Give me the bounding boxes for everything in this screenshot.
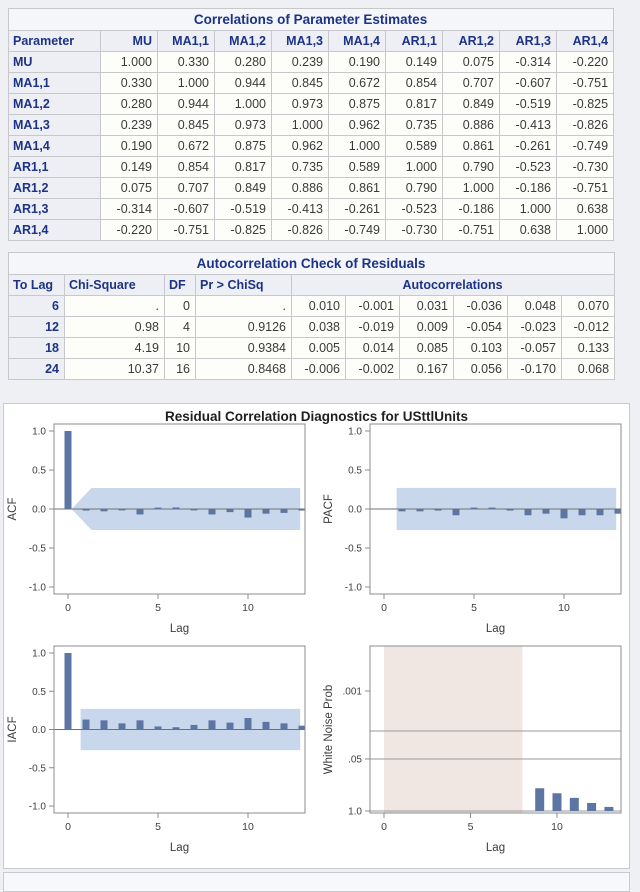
acf-bar: [227, 509, 234, 512]
cell: -0.057: [508, 338, 562, 359]
cell: 0.239: [101, 115, 158, 136]
row-header-cell: 18: [9, 338, 65, 359]
acf-bar: [137, 509, 144, 514]
cell: 0.103: [454, 338, 508, 359]
cell: 0.638: [557, 199, 614, 220]
cell: -0.413: [500, 115, 557, 136]
cell: -0.186: [500, 178, 557, 199]
white-noise-bar: [587, 803, 596, 811]
acf-bar: [245, 509, 252, 518]
cell: 0.875: [329, 94, 386, 115]
autocorrelation-check-table: [8, 252, 615, 380]
cell: 0.861: [443, 136, 500, 157]
cell: 0.038: [292, 317, 346, 338]
column-header: To Lag: [9, 275, 65, 296]
column-header: DF: [165, 275, 196, 296]
x-axis-label: Lag: [169, 623, 190, 635]
column-header: MA1,2: [215, 31, 272, 52]
table-title: Correlations of Parameter Estimates: [9, 9, 614, 31]
column-header: MA1,3: [272, 31, 329, 52]
cell: 0.790: [443, 157, 500, 178]
cell: -0.001: [346, 296, 400, 317]
svg-text:0.0: 0.0: [32, 725, 46, 736]
cell: -0.826: [557, 115, 614, 136]
white-noise-bar: [570, 798, 579, 811]
iacf-bar: [281, 723, 288, 729]
cell: 1.000: [500, 199, 557, 220]
cell: 1.000: [386, 157, 443, 178]
svg-text:1.0: 1.0: [348, 426, 362, 438]
svg-text:0.5: 0.5: [32, 465, 46, 477]
acf-bar: [191, 509, 198, 510]
cell: 1.000: [557, 220, 614, 241]
pacf-bar: [399, 509, 406, 511]
cell: 0.735: [386, 115, 443, 136]
svg-text:-1.0: -1.0: [28, 582, 46, 594]
cell: 0.048: [508, 296, 562, 317]
svg-text:0.0: 0.0: [348, 504, 362, 516]
svg-text:-1.0: -1.0: [28, 801, 46, 813]
cell: 0.849: [443, 94, 500, 115]
cell: -0.751: [557, 178, 614, 199]
pacf-bar: [507, 509, 514, 511]
acf-bar: [299, 509, 306, 511]
row-header-cell: AR1,4: [9, 220, 101, 241]
table-row: [9, 338, 615, 359]
svg-text:1.0: 1.0: [32, 426, 46, 438]
cell: 0.849: [215, 178, 272, 199]
table-row: [9, 52, 614, 73]
table-row: [9, 157, 614, 178]
svg-text:0: 0: [65, 821, 71, 833]
pacf-plot: [320, 414, 630, 644]
svg-text:.05: .05: [348, 754, 362, 766]
pacf-bar: [471, 508, 478, 509]
cell: -0.023: [508, 317, 562, 338]
row-header-cell: MA1,2: [9, 94, 101, 115]
cell: 0.875: [215, 136, 272, 157]
cell: -0.220: [557, 52, 614, 73]
cell: 0.149: [101, 157, 158, 178]
svg-text:-0.5: -0.5: [344, 543, 362, 555]
cell: 0.672: [158, 136, 215, 157]
correlations-table: [8, 8, 614, 241]
cell: -0.607: [500, 73, 557, 94]
iacf-bar: [245, 718, 252, 729]
row-header-cell: AR1,1: [9, 157, 101, 178]
cell: 1.000: [443, 178, 500, 199]
cell: 0.280: [101, 94, 158, 115]
column-header: Autocorrelations: [292, 275, 615, 296]
column-header: MU: [101, 31, 158, 52]
cell: 0.589: [329, 157, 386, 178]
iacf-bar: [101, 720, 108, 729]
table-header-row: [9, 31, 614, 52]
iacf-bar: [83, 720, 90, 730]
svg-text:1.0: 1.0: [32, 648, 46, 660]
iacf-bar: [137, 720, 144, 729]
cell: -0.730: [386, 220, 443, 241]
svg-text:5: 5: [155, 602, 161, 614]
cell: 0.854: [158, 157, 215, 178]
cell: .: [65, 296, 165, 317]
acf-plot: [4, 414, 314, 644]
cell: 16: [165, 359, 196, 380]
cell: -0.413: [272, 199, 329, 220]
row-header-cell: AR1,3: [9, 199, 101, 220]
cell: 0.056: [454, 359, 508, 380]
model-lag-shaded-region: [384, 646, 522, 813]
iacf-bar: [299, 726, 306, 730]
pacf-bar: [417, 509, 424, 511]
cell: -0.749: [329, 220, 386, 241]
svg-text:0: 0: [65, 602, 71, 614]
cell: -0.186: [443, 199, 500, 220]
svg-text:.001: .001: [342, 686, 362, 698]
cell: -0.261: [500, 136, 557, 157]
table-row: [9, 73, 614, 94]
pacf-bar: [453, 509, 460, 515]
cell: 0.190: [329, 52, 386, 73]
cell: 0.707: [443, 73, 500, 94]
cell: -0.607: [158, 199, 215, 220]
table-row: [9, 317, 615, 338]
cell: 4: [165, 317, 196, 338]
cell: 0.085: [400, 338, 454, 359]
svg-text:10: 10: [558, 602, 570, 614]
cell: 0.589: [386, 136, 443, 157]
pacf-bar: [579, 509, 586, 515]
cell: -0.730: [557, 157, 614, 178]
figure-title: Residual Correlation Diagnostics for USttlUnits: [164, 409, 469, 424]
column-header: Chi-Square: [65, 275, 165, 296]
pacf-bar: [561, 509, 568, 518]
svg-text:5: 5: [467, 821, 474, 833]
cell: 0.009: [400, 317, 454, 338]
cell: -0.019: [346, 317, 400, 338]
iacf-bar: [227, 723, 234, 730]
row-header-cell: MA1,3: [9, 115, 101, 136]
cell: 0.886: [443, 115, 500, 136]
cell: 0.944: [215, 73, 272, 94]
cell: 0.735: [272, 157, 329, 178]
cell: 0.861: [329, 178, 386, 199]
table-row: [9, 94, 614, 115]
diagnostics-panel: [3, 403, 630, 869]
cell: 0: [165, 296, 196, 317]
cell: 0.707: [158, 178, 215, 199]
white-noise-bar: [604, 807, 613, 811]
cell: 0.031: [400, 296, 454, 317]
cell: -0.002: [346, 359, 400, 380]
cell: 0.790: [386, 178, 443, 199]
cell: 0.149: [386, 52, 443, 73]
cell: 0.330: [101, 73, 158, 94]
svg-text:1.0: 1.0: [348, 806, 362, 818]
y-axis-label: IACF: [7, 716, 19, 743]
x-axis-label: Lag: [485, 623, 506, 635]
cell: -0.749: [557, 136, 614, 157]
y-axis-label: PACF: [323, 494, 335, 524]
svg-text:-0.5: -0.5: [28, 543, 46, 555]
cell: -0.825: [557, 94, 614, 115]
table-title-row: [9, 253, 615, 275]
svg-text:0.5: 0.5: [32, 686, 46, 698]
cell: 10.37: [65, 359, 165, 380]
cell: -0.751: [557, 73, 614, 94]
iacf-bar: [173, 727, 180, 729]
y-axis-label: ACF: [7, 497, 19, 521]
cell: 0.817: [215, 157, 272, 178]
column-header: MA1,4: [329, 31, 386, 52]
iacf-bar: [119, 723, 126, 729]
x-axis-label: Lag: [169, 842, 190, 854]
cell: -0.012: [562, 317, 615, 338]
row-header-cell: MA1,1: [9, 73, 101, 94]
cell: 1.000: [215, 94, 272, 115]
cell: 0.962: [272, 136, 329, 157]
cell: 0.973: [272, 94, 329, 115]
cell: 10: [165, 338, 196, 359]
cell: 0.8468: [196, 359, 292, 380]
svg-text:10: 10: [242, 821, 254, 833]
cell: 0.9126: [196, 317, 292, 338]
row-header-cell: 24: [9, 359, 65, 380]
white-noise-plot: [320, 636, 630, 864]
cell: 0.638: [500, 220, 557, 241]
acf-bar: [101, 509, 108, 511]
cell: 0.133: [562, 338, 615, 359]
cell: 0.005: [292, 338, 346, 359]
x-axis-label: Lag: [485, 842, 506, 854]
cell: -0.314: [500, 52, 557, 73]
table-title: Autocorrelation Check of Residuals: [9, 253, 615, 275]
cell: -0.519: [500, 94, 557, 115]
cell: 0.944: [158, 94, 215, 115]
cell: 0.672: [329, 73, 386, 94]
cell: .: [196, 296, 292, 317]
cell: 4.19: [65, 338, 165, 359]
cell: 0.190: [101, 136, 158, 157]
next-table-fragment: [3, 872, 630, 892]
cell: 1.000: [329, 136, 386, 157]
svg-text:-0.5: -0.5: [28, 763, 46, 775]
table-row: [9, 220, 614, 241]
cell: 0.280: [215, 52, 272, 73]
cell: 1.000: [101, 52, 158, 73]
cell: -0.170: [508, 359, 562, 380]
cell: 0.068: [562, 359, 615, 380]
cell: 0.845: [272, 73, 329, 94]
cell: 0.239: [272, 52, 329, 73]
column-header: AR1,1: [386, 31, 443, 52]
cell: 0.075: [101, 178, 158, 199]
pacf-bar: [525, 509, 532, 515]
iacf-plot: [4, 636, 314, 864]
cell: -0.314: [101, 199, 158, 220]
acf-bar: [155, 508, 162, 509]
cell: 1.000: [272, 115, 329, 136]
svg-text:-1.0: -1.0: [344, 582, 362, 594]
cell: -0.523: [386, 199, 443, 220]
cell: 0.962: [329, 115, 386, 136]
cell: 0.167: [400, 359, 454, 380]
column-header: AR1,2: [443, 31, 500, 52]
row-header-cell: AR1,2: [9, 178, 101, 199]
column-header: AR1,4: [557, 31, 614, 52]
cell: -0.751: [158, 220, 215, 241]
table-row: [9, 178, 614, 199]
table-row: [9, 296, 615, 317]
acf-bar: [83, 509, 90, 511]
cell: 0.817: [386, 94, 443, 115]
pacf-bar: [597, 509, 604, 515]
svg-text:0.0: 0.0: [32, 504, 46, 516]
cell: -0.751: [443, 220, 500, 241]
cell: 0.070: [562, 296, 615, 317]
svg-text:10: 10: [242, 602, 254, 614]
cell: -0.826: [272, 220, 329, 241]
svg-text:5: 5: [471, 602, 477, 614]
table-row: [9, 199, 614, 220]
acf-bar: [119, 509, 126, 510]
cell: -0.220: [101, 220, 158, 241]
white-noise-bar: [553, 793, 562, 811]
table-title-row: [9, 9, 614, 31]
cell: -0.036: [454, 296, 508, 317]
column-header: AR1,3: [500, 31, 557, 52]
cell: -0.261: [329, 199, 386, 220]
y-axis-label: White Noise Prob: [323, 684, 335, 775]
cell: -0.519: [215, 199, 272, 220]
row-header-cell: 12: [9, 317, 65, 338]
pacf-bar: [615, 509, 622, 514]
cell: 0.854: [386, 73, 443, 94]
acf-bar: [173, 507, 180, 509]
iacf-bar: [65, 653, 72, 730]
iacf-bar: [191, 725, 198, 730]
white-noise-bar: [535, 788, 544, 811]
cell: -0.523: [500, 157, 557, 178]
acf-bar: [65, 431, 72, 509]
cell: 0.014: [346, 338, 400, 359]
svg-text:0: 0: [381, 602, 387, 614]
row-header-cell: MU: [9, 52, 101, 73]
acf-bar: [209, 509, 216, 514]
pacf-bar: [489, 508, 496, 509]
cell: -0.825: [215, 220, 272, 241]
acf-bar: [281, 509, 288, 513]
cell: 0.075: [443, 52, 500, 73]
cell: 0.98: [65, 317, 165, 338]
pacf-bar: [543, 509, 550, 514]
cell: 1.000: [158, 73, 215, 94]
acf-bar: [263, 509, 270, 514]
table-row: [9, 359, 615, 380]
row-header-cell: 6: [9, 296, 65, 317]
cell: 0.845: [158, 115, 215, 136]
iacf-bar: [209, 720, 216, 729]
cell: 0.886: [272, 178, 329, 199]
iacf-bar: [263, 722, 270, 730]
table-row: [9, 136, 614, 157]
column-header: Parameter: [9, 31, 101, 52]
cell: -0.006: [292, 359, 346, 380]
cell: 0.973: [215, 115, 272, 136]
column-header: MA1,1: [158, 31, 215, 52]
svg-text:5: 5: [155, 821, 161, 833]
row-header-cell: MA1,4: [9, 136, 101, 157]
table-row: [9, 115, 614, 136]
iacf-bar: [155, 726, 162, 729]
cell: 0.330: [158, 52, 215, 73]
column-header: Pr > ChiSq: [196, 275, 292, 296]
cell: 0.9384: [196, 338, 292, 359]
cell: 0.010: [292, 296, 346, 317]
table-header-row: [9, 275, 615, 296]
svg-text:0: 0: [381, 821, 387, 833]
svg-text:0.5: 0.5: [348, 465, 362, 477]
svg-text:10: 10: [551, 821, 563, 833]
cell: -0.054: [454, 317, 508, 338]
pacf-bar: [435, 509, 442, 511]
